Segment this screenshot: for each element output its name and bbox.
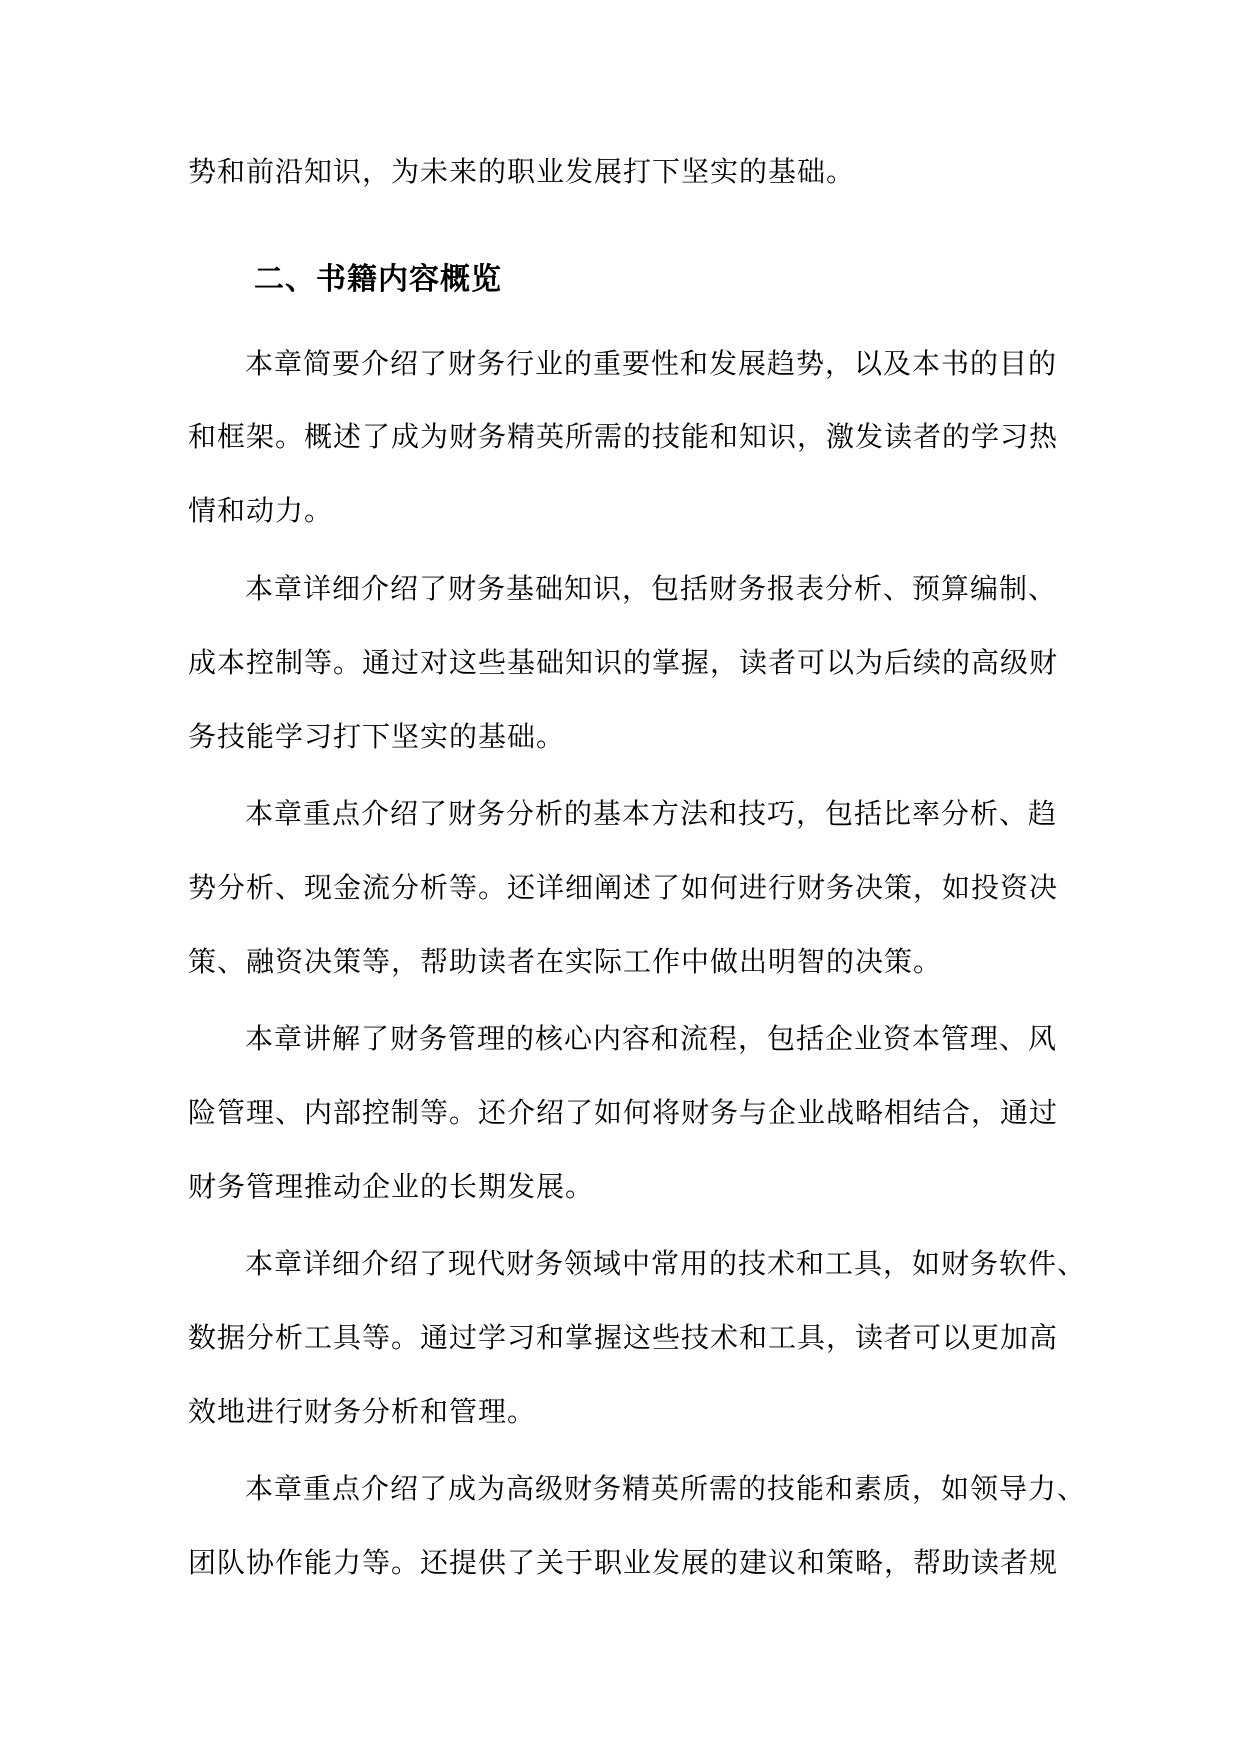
paragraph-line: 本章简要介绍了财务行业的重要性和发展趋势，以及本书的目的 [245,347,1058,380]
paragraph-line: 本章讲解了财务管理的核心内容和流程，包括企业资本管理、风 [245,1022,1058,1055]
paragraph-line: 财务管理推动企业的长期发展。 [188,1170,595,1203]
paragraph-line: 本章重点介绍了财务分析的基本方法和技巧，包括比率分析、趋 [245,797,1058,830]
paragraph-line: 效地进行财务分析和管理。 [188,1395,537,1428]
paragraph-line: 势分析、现金流分析等。还详细阐述了如何进行财务决策，如投资决 [188,871,1059,904]
paragraph-line: 数据分析工具等。通过学习和掌握这些技术和工具，读者可以更加高 [188,1321,1059,1354]
text-line: 势和前沿知识，为未来的职业发展打下坚实的基础。 [188,155,856,188]
paragraph-line: 团队协作能力等。还提供了关于职业发展的建议和策略，帮助读者规 [188,1546,1059,1579]
paragraph-line: 本章重点介绍了成为高级财务精英所需的技能和素质，如领导力、 [245,1472,1087,1505]
paragraph-line: 务技能学习打下坚实的基础。 [188,720,566,753]
paragraph-line: 本章详细介绍了现代财务领域中常用的技术和工具，如财务软件、 [245,1247,1087,1280]
paragraph-line: 险管理、内部控制等。还介绍了如何将财务与企业战略相结合，通过 [188,1096,1059,1129]
paragraph-line: 情和动力。 [188,494,334,527]
paragraph-line: 和框架。概述了成为财务精英所需的技能和知识，激发读者的学习热 [188,420,1059,453]
paragraph-line: 策、融资决策等，帮助读者在实际工作中做出明智的决策。 [188,945,943,978]
section-heading: 二、书籍内容概览 [254,262,502,297]
paragraph-line: 本章详细介绍了财务基础知识，包括财务报表分析、预算编制、 [245,572,1058,605]
paragraph-line: 成本控制等。通过对这些基础知识的掌握，读者可以为后续的高级财 [188,646,1059,679]
